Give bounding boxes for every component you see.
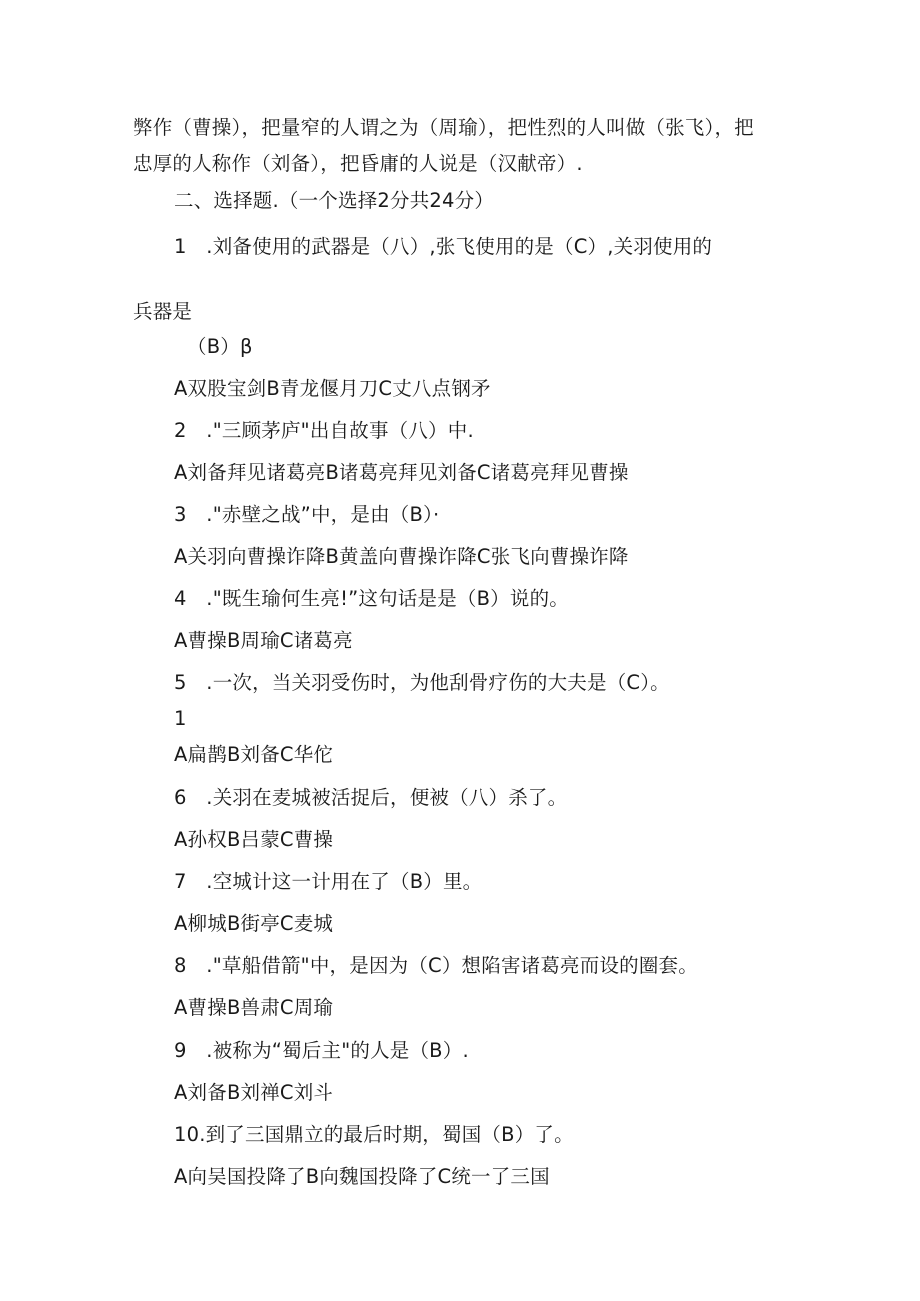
question-7: 7 .空城计这一计用在了（B）里。: [174, 870, 483, 893]
question-1-continued: 兵器是: [133, 300, 193, 323]
text-line-1: 弊作（曹操），把量窄的人谓之为（周瑜），把性烈的人叫做（张飞），把: [133, 116, 754, 139]
question-4: 4 ."既生瑜何生亮!”这句话是是（B）说的。: [174, 587, 569, 610]
question-5: 5 .一次，当关羽受伤时，为他刮骨疗伤的大夫是（C）。: [174, 671, 670, 694]
stray-mark: 1: [174, 707, 187, 730]
question-10: 10.到了三国鼎立的最后时期，蜀国（B）了。: [174, 1123, 574, 1146]
section-heading: 二、选择题.（一个选择2分共24分）: [174, 189, 495, 212]
question-2: 2 ."三顾茅庐"出自故事（八）中.: [174, 419, 474, 442]
question-7-options: A柳城B街亭C麦城: [174, 912, 334, 935]
question-1: 1 .刘备使用的武器是（八）,张飞使用的是（C）,关羽使用的: [174, 235, 713, 258]
question-5-options: A扁鹊B刘备C华佗: [174, 743, 334, 766]
question-1-options: A双股宝剑B青龙偃月刀C丈八点钢矛: [174, 377, 491, 400]
question-3: 3 ."赤壁之战”中，是由（B）·: [174, 503, 440, 526]
question-8: 8 ."草船借箭"中，是因为（C）想陷害诸葛亮而设的圈套。: [174, 954, 698, 977]
question-1-answer: （B）β: [187, 335, 253, 358]
question-6-options: A孙权B吕蒙C曹操: [174, 828, 334, 851]
question-6: 6 .关羽在麦城被活捉后，便被（八）杀了。: [174, 786, 568, 809]
question-2-options: A刘备拜见诸葛亮B诸葛亮拜见刘备C诸葛亮拜见曹操: [174, 461, 629, 484]
text-line-2: 忠厚的人称作（刘备），把昏庸的人说是（汉献帝）.: [133, 152, 583, 175]
question-9: 9 .被称为“蜀后主"的人是（B）.: [174, 1039, 469, 1062]
question-3-options: A关羽向曹操诈降B黄盖向曹操诈降C张飞向曹操诈降: [174, 545, 629, 568]
question-4-options: A曹操B周瑜C诸葛亮: [174, 629, 353, 652]
question-10-options: A向吴国投降了B向魏国投降了C统一了三国: [174, 1165, 550, 1188]
question-9-options: A刘备B刘禅C刘斗: [174, 1081, 334, 1104]
question-8-options: A曹操B兽肃C周瑜: [174, 996, 334, 1019]
